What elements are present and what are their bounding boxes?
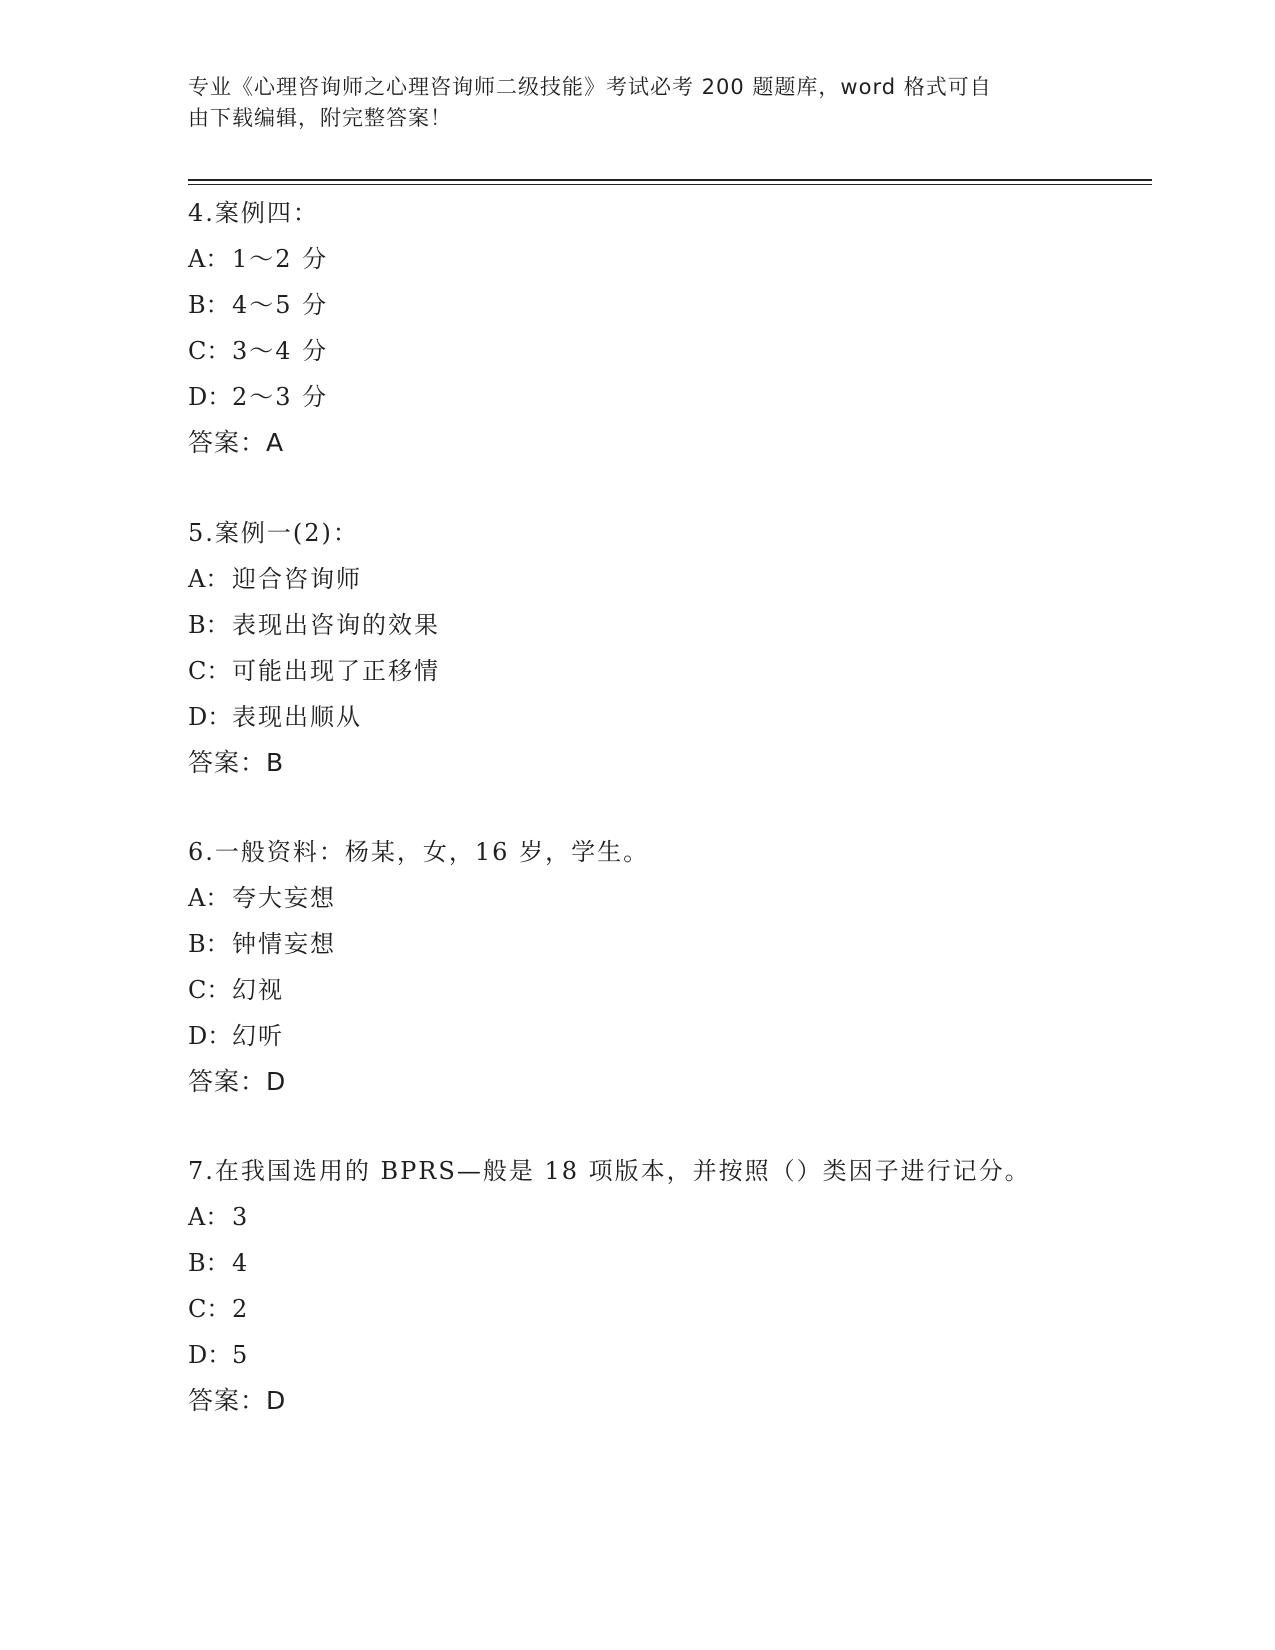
question-block — [188, 190, 1168, 466]
answer-line: 答案：A — [188, 428, 285, 457]
option-text: 3～4 分 — [232, 337, 329, 365]
option-label: C： — [188, 1295, 231, 1323]
option-a — [188, 556, 1168, 602]
option-text: 表现出咨询的效果 — [232, 611, 440, 639]
question-stem: 7.在我国选用的 BPRS—般是 18 项版本，并按照（）类因子进行记分。 — [188, 1157, 1031, 1185]
option-a — [188, 1194, 1168, 1240]
option-label: C： — [188, 337, 231, 365]
option-text: 迎合咨询师 — [232, 565, 362, 593]
option-label: A： — [188, 565, 230, 593]
option-text: 表现出顺从 — [232, 703, 362, 731]
option-a — [188, 236, 1168, 282]
option-b — [188, 1240, 1168, 1286]
option-text: 1～2 分 — [232, 245, 329, 273]
header-line-1: 专业《心理咨询师之心理咨询师二级技能》考试必考 200 题题库，word 格式可自 — [188, 75, 992, 99]
option-text: 幻听 — [232, 1022, 284, 1050]
header-divider-top — [188, 179, 1152, 181]
option-text: 可能出现了正移情 — [232, 657, 440, 685]
option-text: 4～5 分 — [232, 291, 329, 319]
option-label: C： — [188, 976, 231, 1004]
option-c — [188, 648, 1168, 694]
option-d — [188, 1332, 1168, 1378]
option-label: B： — [188, 611, 230, 639]
question-stem: 5.案例一(2)： — [188, 519, 359, 547]
option-text: 2 — [232, 1295, 250, 1323]
option-text: 夸大妄想 — [232, 884, 336, 912]
option-b — [188, 282, 1168, 328]
option-text: 钟情妄想 — [232, 930, 336, 958]
option-d — [188, 694, 1168, 740]
option-label: B： — [188, 291, 230, 319]
option-label: B： — [188, 930, 230, 958]
option-text: 2～3 分 — [232, 383, 329, 411]
option-label: D： — [188, 1341, 232, 1369]
option-label: A： — [188, 884, 230, 912]
option-c — [188, 328, 1168, 374]
question-stem: 6.一般资料：杨某，女，16 岁，学生。 — [188, 838, 650, 866]
option-text: 5 — [232, 1341, 250, 1369]
answer-line: 答案：D — [188, 1386, 287, 1415]
option-text: 4 — [232, 1249, 250, 1277]
document-header — [188, 72, 1068, 134]
option-label: C： — [188, 657, 231, 685]
option-c — [188, 967, 1168, 1013]
option-label: D： — [188, 1022, 232, 1050]
option-b — [188, 602, 1168, 648]
answer-line: 答案：B — [188, 748, 285, 777]
header-divider-bottom — [188, 184, 1152, 185]
option-label: D： — [188, 383, 232, 411]
option-label: D： — [188, 703, 232, 731]
option-label: A： — [188, 245, 230, 273]
answer-line: 答案：D — [188, 1067, 287, 1096]
question-block — [188, 829, 1168, 1105]
option-d — [188, 1013, 1168, 1059]
question-block — [188, 510, 1168, 786]
question-stem: 4.案例四： — [188, 199, 319, 227]
option-a — [188, 875, 1168, 921]
option-c — [188, 1286, 1168, 1332]
option-label: A： — [188, 1203, 230, 1231]
question-block — [188, 1148, 1168, 1424]
option-d — [188, 374, 1168, 420]
option-b — [188, 921, 1168, 967]
option-text: 幻视 — [232, 976, 284, 1004]
option-label: B： — [188, 1249, 230, 1277]
header-line-2: 由下载编辑，附完整答案！ — [188, 106, 452, 130]
option-text: 3 — [232, 1203, 250, 1231]
